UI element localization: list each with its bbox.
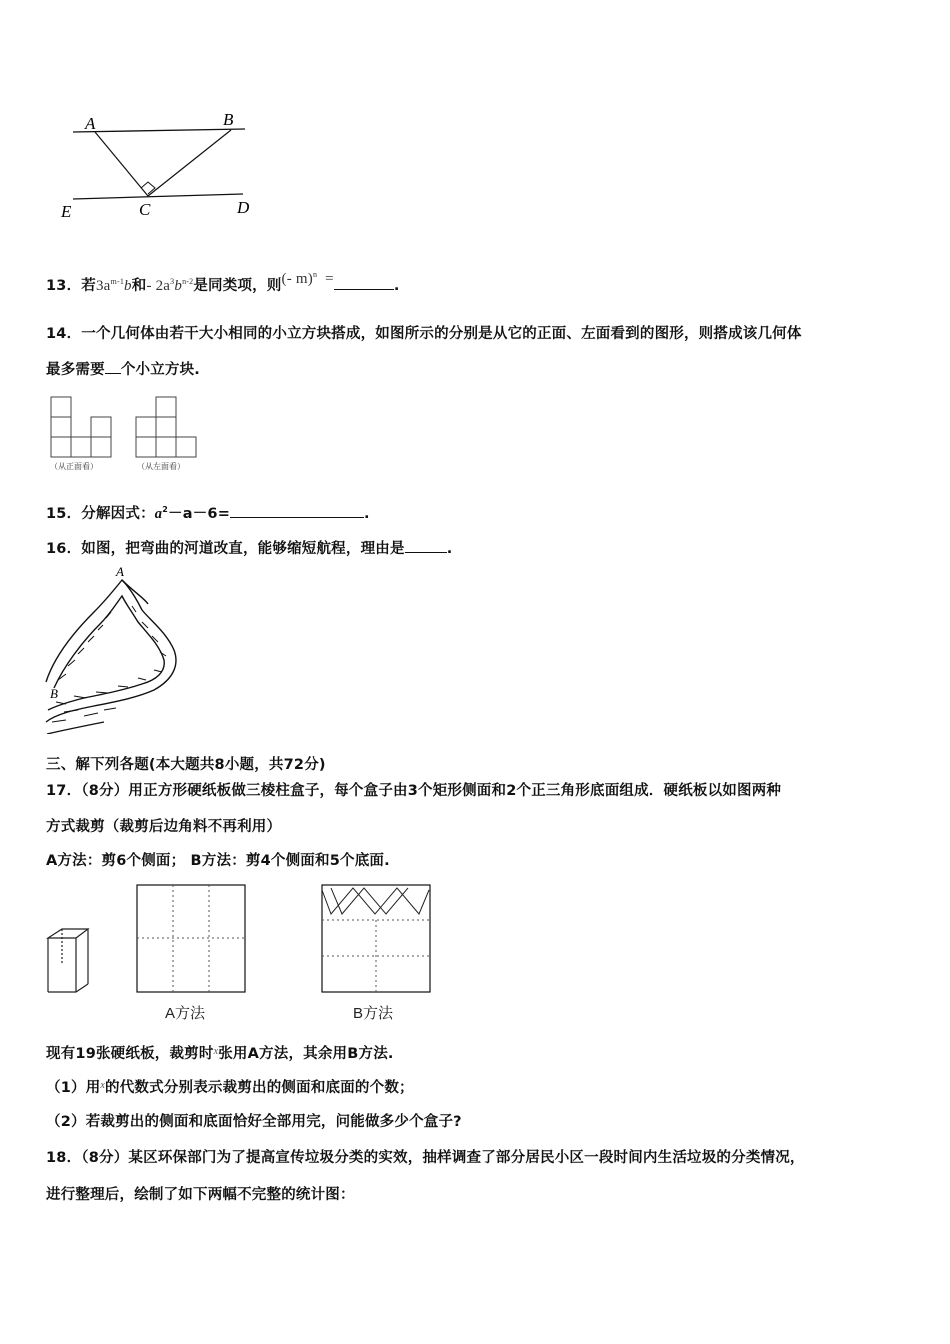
left-view-figure xyxy=(135,396,197,458)
label-e: E xyxy=(61,202,72,221)
question-13: 13．若$3a^{m-1}b$和- $2a^3b^{n-2}$是同类项，则(- m)$^n$ = . xyxy=(46,270,400,294)
section-3-heading: 三、解下列各题(本大题共8小题，共72分) xyxy=(46,757,326,773)
river-figure xyxy=(44,562,184,734)
question-17-line3: A方法：剪6个侧面； B方法：剪4个侧面和5个底面. xyxy=(46,853,390,869)
label-d: D xyxy=(237,198,250,217)
question-14-line1: 14．一个几何体由若干大小相同的小立方块搭成，如图所示的分别是从它的正面、左面看到的图形，则搭成该几何体 xyxy=(46,326,802,342)
method-b-caption: B方法 xyxy=(353,1005,394,1022)
question-17-line2: 方式裁剪（裁剪后边角料不再利用） xyxy=(46,819,282,835)
question-17-part1: （1）用$^x$的代数式分别表示裁剪出的侧面和底面的个数； xyxy=(46,1080,414,1096)
front-view-caption: （从正面看） xyxy=(50,462,98,471)
prism-box-figure xyxy=(44,924,92,996)
question-17-part2: （2）若裁剪出的侧面和底面恰好全部用完，问能做多少个盒子? xyxy=(46,1114,462,1130)
label-b: B xyxy=(223,110,234,129)
question-17-line1: 17．（8分）用正方形硬纸板做三棱柱盒子，每个盒子由3个矩形侧面和2个正三角形底面组成．硬纸板以如图两种 xyxy=(46,783,782,799)
question-15: 15．分解因式：$a^2-a-6=$ . xyxy=(46,502,370,523)
method-a-caption: A方法 xyxy=(165,1005,206,1022)
answer-blank-16[interactable] xyxy=(405,538,447,553)
question-18-line2: 进行整理后，绘制了如下两幅不完整的统计图： xyxy=(46,1187,355,1203)
answer-blank-14[interactable] xyxy=(105,359,121,374)
answer-blank-13[interactable] xyxy=(334,275,394,290)
left-view-caption: （从左面看） xyxy=(137,462,185,471)
method-a-board xyxy=(136,884,246,994)
river-label-b: B xyxy=(50,686,58,701)
answer-blank-15[interactable] xyxy=(230,503,364,518)
river-label-a: A xyxy=(116,564,124,579)
question-18-line1: 18．（8分）某区环保部门为了提高宣传垃圾分类的实效，抽样调查了部分居民小区一段时间内生活垃圾的分类情况， xyxy=(46,1150,805,1166)
parallel-lines-figure xyxy=(55,105,275,225)
label-c: C xyxy=(139,200,151,219)
front-view-figure xyxy=(50,396,112,458)
question-14-line2: 最多需要 个小立方块. xyxy=(46,358,200,379)
question-16: 16．如图，把弯曲的河道改直，能够缩短航程，理由是 . xyxy=(46,537,452,558)
question-17-line4: 现有19张硬纸板，裁剪时$^x$张用A方法，其余用B方法. xyxy=(46,1046,394,1062)
method-b-board xyxy=(321,884,431,994)
label-a: A xyxy=(85,114,96,133)
